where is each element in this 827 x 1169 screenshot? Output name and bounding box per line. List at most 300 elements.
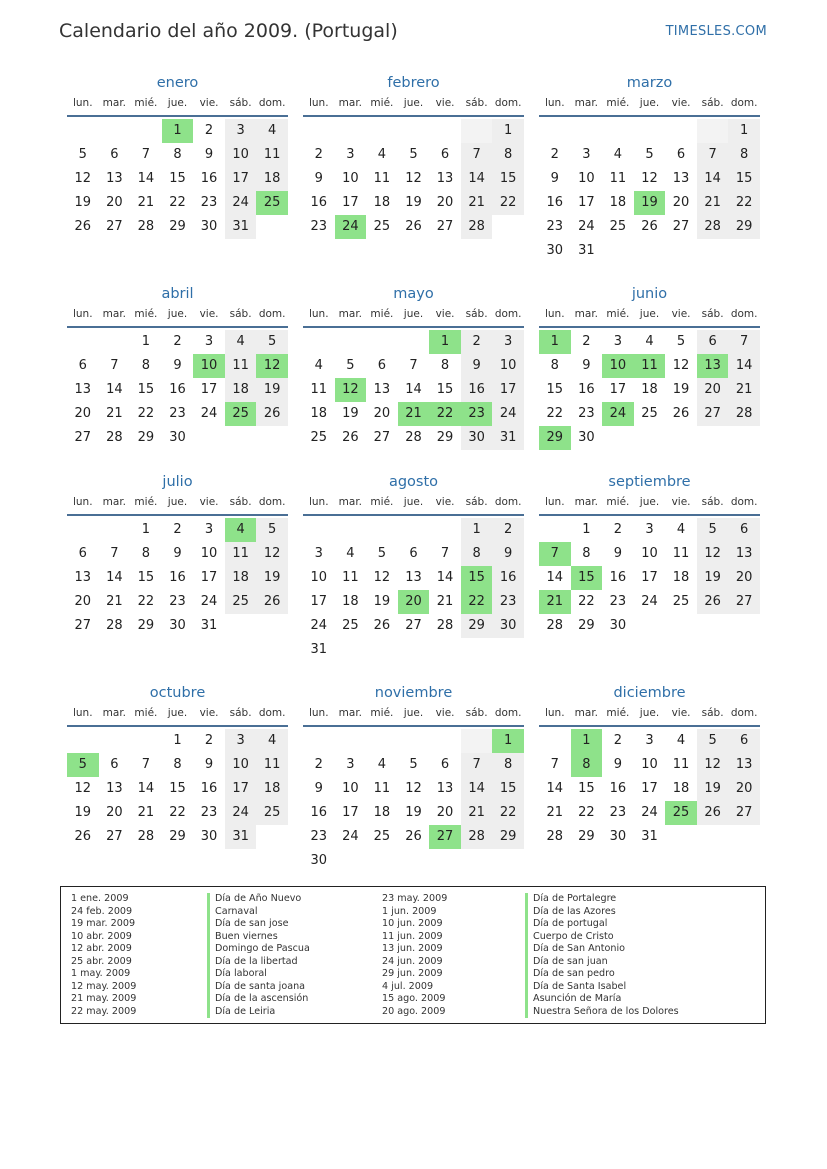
empty-cell bbox=[398, 638, 430, 662]
holiday-day-cell: 12 bbox=[335, 378, 367, 402]
day-cell: 1 bbox=[492, 119, 524, 143]
weekday-label: dom. bbox=[494, 496, 522, 508]
holiday-day-cell: 22 bbox=[461, 590, 493, 614]
day-cell: 29 bbox=[137, 618, 155, 633]
day-cell: 9 bbox=[461, 354, 493, 378]
day-cell: 14 bbox=[697, 167, 729, 191]
week-row bbox=[539, 167, 760, 191]
weekday-label: jue. bbox=[167, 97, 188, 109]
day-cell: 20 bbox=[728, 777, 760, 801]
day-cell: 20 bbox=[106, 195, 123, 210]
empty-cell bbox=[539, 729, 571, 753]
day-cell: 24 bbox=[578, 219, 595, 234]
day-cell: 29 bbox=[137, 430, 155, 445]
week-row bbox=[303, 167, 524, 191]
holiday-day-cell: 8 bbox=[571, 753, 603, 777]
empty-cell bbox=[665, 239, 697, 263]
day-cell: 24 bbox=[492, 402, 524, 426]
month-name: diciembre bbox=[613, 685, 686, 701]
day-cell: 3 bbox=[645, 522, 654, 537]
day-cell: 8 bbox=[173, 147, 182, 162]
day-cell: 27 bbox=[106, 219, 123, 234]
day-cell: 12 bbox=[641, 171, 658, 186]
day-cell: 4 bbox=[225, 330, 257, 354]
weekday-label: jue. bbox=[167, 496, 188, 508]
month-julio bbox=[67, 472, 288, 638]
day-cell: 10 bbox=[492, 354, 524, 378]
weekday-label: sáb. bbox=[229, 707, 252, 719]
day-cell: 28 bbox=[728, 402, 760, 426]
empty-cell bbox=[492, 638, 524, 662]
day-cell: 7 bbox=[461, 753, 493, 777]
day-cell: 27 bbox=[106, 829, 123, 844]
day-cell: 17 bbox=[342, 805, 359, 820]
day-cell: 4 bbox=[676, 733, 686, 748]
holiday-date: 15 ago. 2009 bbox=[382, 993, 446, 1004]
month-name: mayo bbox=[393, 286, 434, 302]
day-cell: 5 bbox=[409, 757, 418, 772]
day-cell: 31 bbox=[310, 642, 328, 657]
day-cell: 9 bbox=[582, 358, 591, 373]
day-cell: 1 bbox=[141, 522, 151, 537]
week-row bbox=[539, 518, 760, 542]
day-cell: 10 bbox=[200, 546, 218, 561]
weekday-label: lun. bbox=[308, 707, 329, 719]
day-cell: 14 bbox=[137, 781, 155, 796]
day-cell: 25 bbox=[373, 219, 391, 234]
holiday-day-cell: 15 bbox=[571, 566, 603, 590]
empty-cell bbox=[256, 426, 288, 450]
empty-cell bbox=[366, 330, 398, 354]
day-cell: 13 bbox=[405, 570, 422, 585]
week-row bbox=[303, 753, 524, 777]
weekday-label: dom. bbox=[730, 97, 758, 109]
day-cell: 10 bbox=[641, 757, 658, 772]
day-cell: 24 bbox=[200, 406, 218, 421]
day-cell: 18 bbox=[310, 406, 328, 421]
day-cell: 30 bbox=[609, 618, 627, 633]
holiday-day-cell: 25 bbox=[225, 402, 257, 426]
week-row bbox=[539, 402, 760, 426]
holiday-day-cell: 25 bbox=[256, 191, 288, 215]
day-cell: 15 bbox=[492, 167, 524, 191]
day-cell: 11 bbox=[225, 354, 257, 378]
empty-cell bbox=[67, 518, 99, 542]
week-row bbox=[303, 729, 524, 753]
holiday-day-cell: 1 bbox=[429, 330, 461, 354]
day-cell: 7 bbox=[461, 143, 493, 167]
day-cell: 18 bbox=[672, 570, 690, 585]
holiday-date: 1 may. 2009 bbox=[71, 968, 131, 979]
empty-cell bbox=[303, 119, 335, 143]
weekday-label: mié. bbox=[606, 97, 630, 109]
day-cell: 5 bbox=[645, 147, 654, 162]
empty-cell bbox=[256, 215, 288, 239]
empty-cell bbox=[539, 518, 571, 542]
holiday-day-cell: 21 bbox=[398, 402, 430, 426]
empty-cell bbox=[366, 638, 398, 662]
day-cell: 8 bbox=[141, 358, 151, 373]
weekday-label: lun. bbox=[308, 97, 329, 109]
holiday-date: 12 abr. 2009 bbox=[71, 943, 132, 954]
empty-cell bbox=[99, 330, 131, 354]
empty-cell bbox=[728, 239, 760, 263]
week-row bbox=[303, 330, 524, 354]
week-row bbox=[539, 729, 760, 753]
day-cell: 31 bbox=[200, 618, 218, 633]
empty-cell bbox=[193, 426, 225, 450]
day-cell: 3 bbox=[346, 147, 355, 162]
day-cell: 7 bbox=[141, 147, 151, 162]
holiday-day-cell: 13 bbox=[697, 354, 729, 378]
day-cell: 25 bbox=[310, 430, 328, 445]
day-cell: 15 bbox=[578, 781, 595, 796]
weekday-label: vie. bbox=[671, 308, 691, 320]
day-cell: 7 bbox=[110, 358, 119, 373]
day-cell: 11 bbox=[672, 546, 690, 561]
day-cell: 30 bbox=[546, 243, 564, 258]
day-cell: 7 bbox=[728, 330, 760, 354]
day-cell: 22 bbox=[578, 805, 595, 820]
holiday-name: Día de Santa Isabel bbox=[525, 981, 679, 994]
weekday-label: mié. bbox=[370, 496, 394, 508]
day-cell: 5 bbox=[256, 330, 288, 354]
day-cell: 27 bbox=[697, 402, 729, 426]
week-row bbox=[67, 167, 288, 191]
day-cell: 15 bbox=[492, 777, 524, 801]
day-cell: 20 bbox=[436, 195, 454, 210]
weekday-label: dom. bbox=[730, 308, 758, 320]
day-cell: 26 bbox=[672, 406, 690, 421]
weekday-label: jue. bbox=[403, 496, 424, 508]
month-octubre bbox=[67, 683, 288, 849]
week-row bbox=[539, 825, 760, 849]
month-diciembre bbox=[539, 683, 760, 849]
empty-cell bbox=[335, 330, 367, 354]
day-cell: 11 bbox=[672, 757, 690, 772]
holiday-day-cell: 22 bbox=[429, 402, 461, 426]
day-cell: 12 bbox=[405, 171, 422, 186]
weekday-label: mié. bbox=[134, 308, 158, 320]
empty-cell bbox=[335, 638, 367, 662]
month-name: marzo bbox=[626, 75, 673, 91]
empty-cell bbox=[303, 729, 335, 753]
day-cell: 11 bbox=[373, 781, 391, 796]
day-cell: 14 bbox=[137, 171, 155, 186]
empty-cell bbox=[539, 119, 571, 143]
day-cell: 9 bbox=[613, 757, 623, 772]
month-mayo bbox=[303, 284, 524, 450]
day-cell: 17 bbox=[225, 167, 257, 191]
weekday-label: lun. bbox=[72, 496, 93, 508]
week-row bbox=[67, 542, 288, 566]
day-cell: 19 bbox=[672, 382, 690, 397]
day-cell: 9 bbox=[173, 546, 182, 561]
empty-cell bbox=[99, 518, 131, 542]
day-cell: 14 bbox=[728, 354, 760, 378]
day-cell: 3 bbox=[204, 522, 214, 537]
day-cell: 20 bbox=[436, 805, 454, 820]
day-cell: 1 bbox=[141, 334, 151, 349]
day-cell: 29 bbox=[728, 215, 760, 239]
day-cell: 2 bbox=[492, 518, 524, 542]
holiday-day-cell: 1 bbox=[539, 330, 571, 354]
day-cell: 3 bbox=[314, 546, 323, 561]
day-cell: 26 bbox=[342, 430, 359, 445]
holiday-date: 21 may. 2009 bbox=[71, 993, 137, 1004]
weekday-label: jue. bbox=[167, 707, 188, 719]
month-name: octubre bbox=[149, 685, 206, 701]
day-cell: 17 bbox=[578, 195, 595, 210]
day-cell: 23 bbox=[169, 594, 186, 609]
week-row bbox=[539, 753, 760, 777]
day-cell: 6 bbox=[377, 358, 387, 373]
day-cell: 2 bbox=[314, 757, 323, 772]
weekday-label: mar. bbox=[338, 308, 363, 320]
holiday-day-cell: 29 bbox=[539, 426, 571, 450]
empty-cell bbox=[335, 119, 367, 143]
day-cell: 28 bbox=[137, 219, 155, 234]
weekday-label: mar. bbox=[102, 496, 127, 508]
day-cell: 14 bbox=[106, 382, 123, 397]
weekday-label: jue. bbox=[639, 496, 660, 508]
empty-cell bbox=[728, 825, 760, 849]
day-cell: 28 bbox=[546, 829, 564, 844]
weekday-header bbox=[539, 492, 760, 516]
day-cell: 12 bbox=[697, 542, 729, 566]
day-cell: 7 bbox=[141, 757, 151, 772]
week-row bbox=[539, 566, 760, 590]
holiday-name: Día de Leiria bbox=[207, 1006, 310, 1019]
weekday-label: sáb. bbox=[229, 308, 252, 320]
empty-cell bbox=[99, 729, 131, 753]
weekday-label: sáb. bbox=[701, 97, 724, 109]
week-row bbox=[67, 119, 288, 143]
weekday-label: sáb. bbox=[465, 496, 488, 508]
empty-cell bbox=[335, 729, 367, 753]
weekday-header bbox=[303, 703, 524, 727]
day-cell: 15 bbox=[546, 382, 564, 397]
day-cell: 16 bbox=[461, 378, 493, 402]
holiday-date: 25 abr. 2009 bbox=[71, 955, 132, 967]
day-cell: 25 bbox=[256, 801, 288, 825]
empty-cell bbox=[461, 119, 493, 143]
day-cell: 20 bbox=[672, 195, 690, 210]
day-cell: 7 bbox=[697, 143, 729, 167]
week-row bbox=[67, 614, 288, 638]
weekday-label: mié. bbox=[370, 308, 394, 320]
day-cell: 6 bbox=[409, 546, 418, 561]
day-cell: 6 bbox=[78, 358, 87, 373]
holiday-date: 20 ago. 2009 bbox=[382, 1005, 446, 1017]
holiday-day-cell: 20 bbox=[398, 590, 430, 614]
day-cell: 24 bbox=[641, 594, 658, 609]
day-cell: 8 bbox=[728, 143, 760, 167]
day-cell: 16 bbox=[200, 781, 218, 796]
week-row bbox=[539, 330, 760, 354]
day-cell: 25 bbox=[641, 406, 658, 421]
empty-cell bbox=[697, 119, 729, 143]
week-row bbox=[539, 119, 760, 143]
day-cell: 14 bbox=[436, 570, 454, 585]
week-row bbox=[539, 777, 760, 801]
day-cell: 30 bbox=[609, 829, 627, 844]
day-cell: 1 bbox=[582, 522, 591, 537]
day-cell: 4 bbox=[645, 334, 654, 349]
weekday-label: vie. bbox=[671, 707, 691, 719]
weekday-label: dom. bbox=[730, 707, 758, 719]
week-row bbox=[539, 239, 760, 263]
month-junio bbox=[539, 284, 760, 450]
week-row bbox=[539, 542, 760, 566]
day-cell: 28 bbox=[137, 829, 155, 844]
day-cell: 30 bbox=[492, 614, 524, 638]
week-row bbox=[303, 777, 524, 801]
month-name: septiembre bbox=[608, 474, 691, 490]
day-cell: 26 bbox=[74, 829, 92, 844]
day-cell: 20 bbox=[697, 378, 729, 402]
day-cell: 11 bbox=[310, 382, 328, 397]
day-cell: 5 bbox=[697, 729, 729, 753]
empty-cell bbox=[461, 849, 493, 873]
day-cell: 18 bbox=[342, 594, 359, 609]
day-cell: 7 bbox=[110, 546, 119, 561]
day-cell: 15 bbox=[169, 781, 186, 796]
weekday-label: vie. bbox=[199, 496, 219, 508]
weekday-label: sáb. bbox=[229, 97, 252, 109]
holiday-day-cell: 23 bbox=[461, 402, 493, 426]
holiday-date: 11 jun. 2009 bbox=[382, 930, 443, 942]
day-cell: 16 bbox=[169, 570, 186, 585]
day-cell: 17 bbox=[200, 570, 218, 585]
day-cell: 19 bbox=[373, 594, 391, 609]
weekday-header bbox=[303, 304, 524, 328]
holiday-name: Día de la ascensión bbox=[207, 993, 310, 1006]
day-cell: 8 bbox=[173, 757, 182, 772]
month-noviembre bbox=[303, 683, 524, 873]
holiday-name: Carnaval bbox=[207, 906, 310, 919]
day-cell: 14 bbox=[461, 777, 493, 801]
empty-cell bbox=[335, 518, 367, 542]
day-cell: 18 bbox=[373, 195, 391, 210]
empty-cell bbox=[665, 426, 697, 450]
day-cell: 4 bbox=[314, 358, 323, 373]
day-cell: 5 bbox=[256, 518, 288, 542]
week-row bbox=[303, 849, 524, 873]
empty-cell bbox=[634, 614, 666, 638]
weekday-label: mar. bbox=[574, 496, 599, 508]
day-cell: 18 bbox=[225, 566, 257, 590]
day-cell: 13 bbox=[106, 171, 123, 186]
empty-cell bbox=[634, 426, 666, 450]
empty-cell bbox=[256, 825, 288, 849]
week-row bbox=[67, 354, 288, 378]
empty-cell bbox=[67, 729, 99, 753]
week-row bbox=[67, 330, 288, 354]
day-cell: 23 bbox=[578, 406, 595, 421]
day-cell: 2 bbox=[461, 330, 493, 354]
weekday-label: mié. bbox=[370, 97, 394, 109]
day-cell: 28 bbox=[405, 430, 422, 445]
empty-cell bbox=[398, 330, 430, 354]
weekday-label: dom. bbox=[730, 496, 758, 508]
day-cell: 19 bbox=[74, 195, 92, 210]
day-cell: 6 bbox=[110, 147, 119, 162]
holiday-date: 10 abr. 2009 bbox=[71, 930, 132, 942]
day-cell: 21 bbox=[461, 191, 493, 215]
day-cell: 21 bbox=[436, 594, 454, 609]
empty-cell bbox=[728, 426, 760, 450]
holiday-day-cell: 25 bbox=[665, 801, 697, 825]
empty-cell bbox=[366, 729, 398, 753]
empty-cell bbox=[366, 119, 398, 143]
holiday-name: Día de Portalegre bbox=[525, 893, 679, 906]
day-cell: 20 bbox=[728, 566, 760, 590]
weekday-label: mar. bbox=[574, 97, 599, 109]
holiday-day-cell: 4 bbox=[225, 518, 257, 542]
week-row bbox=[539, 191, 760, 215]
day-cell: 5 bbox=[377, 546, 387, 561]
day-cell: 31 bbox=[225, 825, 257, 849]
day-cell: 8 bbox=[461, 542, 493, 566]
day-cell: 23 bbox=[310, 829, 328, 844]
empty-cell bbox=[398, 119, 430, 143]
week-row bbox=[303, 354, 524, 378]
day-cell: 6 bbox=[697, 330, 729, 354]
weekday-label: mar. bbox=[102, 97, 127, 109]
day-cell: 30 bbox=[461, 426, 493, 450]
brand-logo[interactable]: TIMESLES.COM bbox=[665, 24, 767, 39]
day-cell: 31 bbox=[641, 829, 658, 844]
holiday-day-cell: 15 bbox=[461, 566, 493, 590]
empty-cell bbox=[366, 849, 398, 873]
week-row bbox=[539, 215, 760, 239]
day-cell: 21 bbox=[137, 195, 155, 210]
empty-cell bbox=[461, 638, 493, 662]
day-cell: 3 bbox=[613, 334, 623, 349]
holiday-legend bbox=[60, 886, 766, 1024]
day-cell: 9 bbox=[314, 781, 323, 796]
weekday-label: mié. bbox=[606, 707, 630, 719]
holiday-date: 13 jun. 2009 bbox=[382, 943, 443, 954]
day-cell: 23 bbox=[200, 805, 218, 820]
day-cell: 11 bbox=[373, 171, 391, 186]
empty-cell bbox=[256, 614, 288, 638]
weekday-label: mié. bbox=[134, 97, 158, 109]
week-row bbox=[303, 215, 524, 239]
weekday-label: lun. bbox=[72, 97, 93, 109]
day-cell: 28 bbox=[106, 430, 123, 445]
day-cell: 19 bbox=[405, 805, 422, 820]
empty-cell bbox=[366, 518, 398, 542]
week-row bbox=[539, 426, 760, 450]
week-row bbox=[303, 614, 524, 638]
day-cell: 19 bbox=[697, 566, 729, 590]
day-cell: 2 bbox=[204, 733, 214, 748]
day-cell: 6 bbox=[676, 147, 686, 162]
week-row bbox=[303, 638, 524, 662]
week-row bbox=[303, 825, 524, 849]
holiday-day-cell: 12 bbox=[256, 354, 288, 378]
empty-cell bbox=[571, 119, 603, 143]
holiday-day-cell: 27 bbox=[429, 825, 461, 849]
empty-cell bbox=[461, 729, 493, 753]
day-cell: 9 bbox=[314, 171, 323, 186]
day-cell: 27 bbox=[672, 219, 690, 234]
day-cell: 13 bbox=[728, 753, 760, 777]
day-cell: 28 bbox=[461, 825, 493, 849]
legend-names-left bbox=[207, 893, 310, 1018]
